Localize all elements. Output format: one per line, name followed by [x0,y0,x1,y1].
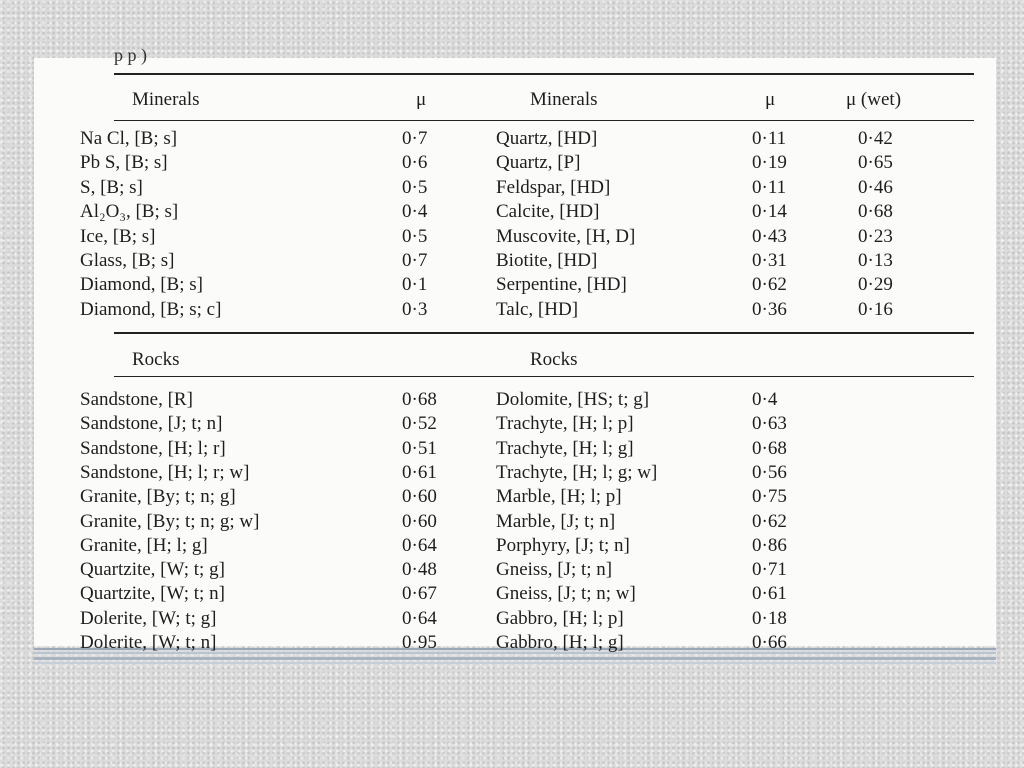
rocks-header-rule [114,376,974,377]
right-name-cell: Calcite, [HD] [496,201,600,223]
left-mu-cell: 0·4 [402,201,428,223]
right-mu-cell: 0·86 [752,534,787,556]
right-mu-wet-cell: 0·42 [858,128,893,149]
right-name-cell: Trachyte, [H; l; p] [496,413,634,435]
scanned-table-page [34,45,996,653]
left-mu-cell: 0·95 [402,632,437,653]
table-row [34,201,996,224]
left-name-cell: Sandstone, [R] [80,389,193,410]
table-row [34,413,996,436]
right-mu-cell: 0·18 [752,607,787,629]
left-name-cell: Granite, [By; t; n; g; w] [80,510,260,532]
right-mu-wet-cell: 0·16 [858,298,893,320]
right-name-cell: Gabbro, [H; l; p] [496,607,624,629]
right-mu-cell: 0·62 [752,274,787,296]
right-mu-wet-cell: 0·23 [858,225,893,247]
left-mu-cell: 0·3 [402,298,428,320]
left-mu-cell: 0·1 [402,274,428,296]
rocks-right-header: Rocks [530,349,578,370]
right-mu-cell: 0·11 [752,128,787,149]
right-name-cell: Marble, [J; t; n] [496,510,616,532]
right-name-cell: Serpentine, [HD] [496,274,627,296]
mu-right-header: μ [765,89,776,110]
left-name-cell: Sandstone, [H; l; r; w] [80,461,250,483]
table-row [34,535,996,558]
table-row [34,583,996,606]
left-name-cell: Pb S, [B; s] [80,152,168,174]
left-name-cell: Quartzite, [W; t; g] [80,559,225,581]
right-name-cell: Trachyte, [H; l; g; w] [496,461,658,483]
right-mu-cell: 0·62 [752,510,787,532]
mu-left-header: μ [416,89,427,110]
right-mu-wet-cell: 0·65 [858,152,893,174]
right-mu-wet-cell: 0·13 [858,250,893,271]
right-name-cell: Dolomite, [HS; t; g] [496,389,650,410]
mu-wet-header: μ (wet) [846,89,902,110]
right-name-cell: Porphyry, [J; t; n] [496,534,630,556]
right-mu-cell: 0·14 [752,201,787,223]
left-mu-cell: 0·7 [402,250,428,271]
left-name-cell: Ice, [B; s] [80,225,156,247]
left-name-cell: Quartzite, [W; t; n] [80,583,225,605]
table-row [34,274,996,297]
left-mu-cell: 0·5 [402,176,428,198]
right-mu-cell: 0·63 [752,413,787,435]
right-mu-cell: 0·68 [752,437,787,459]
left-mu-cell: 0·68 [402,389,437,410]
left-name-cell: Al₂O₃, [B; s] [80,201,179,223]
table-row [34,511,996,534]
left-name-cell: Granite, [H; l; g] [80,534,208,556]
table-row [34,152,996,175]
section-rule [114,332,974,334]
table-top-rule [114,73,974,75]
left-mu-cell: 0·6 [402,152,428,174]
left-name-cell: Na Cl, [B; s] [80,128,178,149]
left-mu-cell: 0·52 [402,413,437,435]
left-mu-cell: 0·64 [402,607,437,629]
right-mu-cell: 0·31 [752,250,787,271]
right-mu-cell: 0·4 [752,389,778,410]
left-name-cell: Granite, [By; t; n; g] [80,486,236,508]
right-name-cell: Quartz, [HD] [496,128,598,149]
right-mu-cell: 0·11 [752,176,787,198]
right-mu-cell: 0·36 [752,298,787,320]
right-mu-cell: 0·43 [752,225,787,247]
left-name-cell: Sandstone, [H; l; r] [80,437,226,459]
minerals-left-header: Minerals [132,89,200,110]
table-row [34,128,996,151]
right-name-cell: Feldspar, [HD] [496,176,611,198]
right-name-cell: Quartz, [P] [496,152,581,174]
left-name-cell: Diamond, [B; s; c] [80,298,222,320]
left-mu-cell: 0·7 [402,128,428,149]
left-mu-cell: 0·61 [402,461,437,483]
right-name-cell: Gabbro, [H; l; g] [496,632,624,653]
left-name-cell: S, [B; s] [80,176,143,198]
right-name-cell: Biotite, [HD] [496,250,598,271]
left-name-cell: Diamond, [B; s] [80,274,203,296]
right-name-cell: Muscovite, [H, D] [496,225,636,247]
cut-off-header-text: p p ) [114,45,147,65]
left-mu-cell: 0·60 [402,510,437,532]
right-mu-cell: 0·71 [752,559,787,581]
left-mu-cell: 0·67 [402,583,437,605]
right-name-cell: Marble, [H; l; p] [496,486,622,508]
left-name-cell: Dolerite, [W; t; g] [80,607,217,629]
right-name-cell: Talc, [HD] [496,298,579,320]
table-row [34,389,996,412]
right-mu-wet-cell: 0·68 [858,201,893,223]
left-mu-cell: 0·5 [402,225,428,247]
table-row [34,177,996,200]
right-name-cell: Trachyte, [H; l; g] [496,437,634,459]
left-name-cell: Glass, [B; s] [80,250,175,271]
left-name-cell: Dolerite, [W; t; n] [80,632,217,653]
left-mu-cell: 0·51 [402,437,437,459]
table-row [34,608,996,631]
left-mu-cell: 0·64 [402,534,437,556]
right-name-cell: Gneiss, [J; t; n; w] [496,583,636,605]
right-mu-cell: 0·56 [752,461,787,483]
left-name-cell: Sandstone, [J; t; n] [80,413,223,435]
right-mu-cell: 0·66 [752,632,787,653]
right-name-cell: Gneiss, [J; t; n] [496,559,613,581]
right-mu-wet-cell: 0·29 [858,274,893,296]
right-mu-cell: 0·19 [752,152,787,174]
table-row [34,226,996,249]
left-mu-cell: 0·60 [402,486,437,508]
left-mu-cell: 0·48 [402,559,437,581]
right-mu-cell: 0·61 [752,583,787,605]
table-row [34,250,996,273]
table-row [34,299,996,322]
right-mu-cell: 0·75 [752,486,787,508]
table-row [34,438,996,461]
header-rule [114,120,974,121]
table-row [34,559,996,582]
right-mu-wet-cell: 0·46 [858,176,893,198]
table-row [34,462,996,485]
minerals-right-header: Minerals [530,89,598,110]
table-row [34,632,996,655]
rocks-left-header: Rocks [132,349,180,370]
table-row [34,486,996,509]
page-edge-line [34,657,996,660]
page-edge-line [34,662,996,664]
